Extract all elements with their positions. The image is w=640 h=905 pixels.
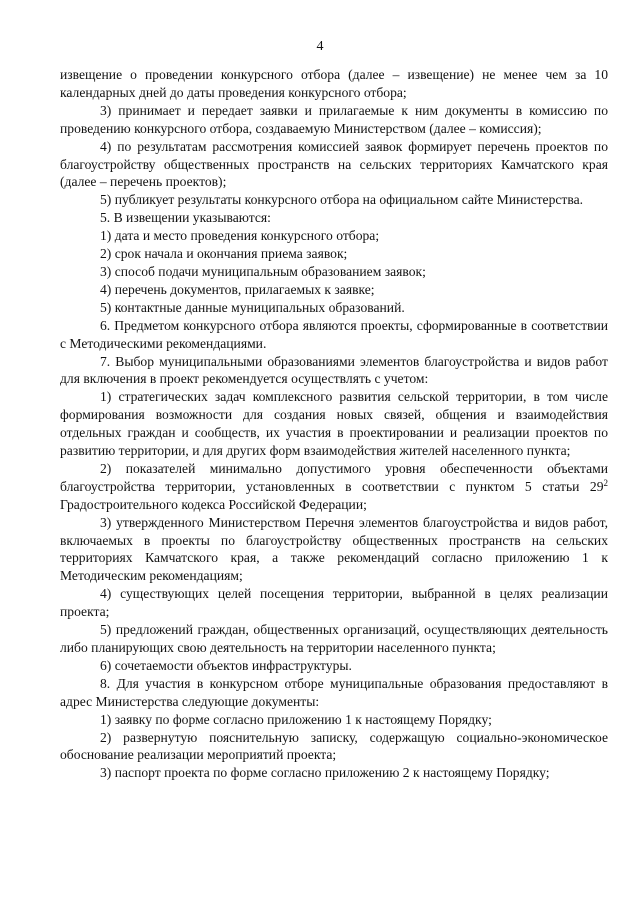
paragraph	[60, 317, 608, 353]
paragraph	[60, 263, 608, 281]
superscript: 2	[603, 477, 608, 488]
paragraph-text: 1) заявку по форме согласно приложению 1 к настоящему Порядку;	[100, 711, 492, 727]
paragraph	[60, 711, 608, 729]
paragraph-text: 4) перечень документов, прилагаемых к заявке;	[100, 281, 375, 297]
paragraph	[60, 281, 608, 299]
paragraph-text: 3) паспорт проекта по форме согласно приложению 2 к настоящему Порядку;	[100, 765, 550, 781]
paragraph-text: 3) утвержденного Министерством Перечня элементов благоустройства и видов работ, включаемых в проекты по благоустройству общественных пространств на сельских территориях Камчатского края, а также рекомендаций согласно приложению 1 к Методическим рекомендациям;	[60, 514, 608, 584]
paragraph-text: 6. Предметом конкурсного отбора являются проекты, сформированные в соответствии с Методическими рекомендациями.	[60, 317, 608, 351]
paragraph	[60, 585, 608, 621]
paragraph	[60, 138, 608, 192]
paragraph	[60, 514, 608, 586]
paragraph-text: 8. Для участия в конкурсном отборе муниципальные образования предоставляют в адрес Министерства следующие документы:	[60, 675, 608, 709]
paragraph-text: 6) сочетаемости объектов инфраструктуры.	[100, 657, 352, 673]
paragraph-text: 5) публикует результаты конкурсного отбора на официальном сайте Министерства.	[100, 192, 584, 208]
paragraph-text: 4) существующих целей посещения территории, выбранной в целях реализации проекта;	[60, 586, 608, 620]
paragraph	[60, 353, 608, 389]
paragraph	[60, 227, 608, 245]
paragraph	[60, 245, 608, 263]
paragraph	[60, 657, 608, 675]
paragraph	[60, 299, 608, 317]
paragraph-text-tail: Градостроительного кодекса Российской Федерации;	[60, 496, 367, 512]
paragraph-text: 3) принимает и передает заявки и прилагаемые к ним документы в комиссию по проведению конкурсного отбора, создаваемую Министерством (далее – комиссия);	[60, 102, 608, 136]
paragraph-text: 3) способ подачи муниципальным образованием заявок;	[100, 263, 426, 279]
paragraph	[60, 388, 608, 460]
paragraph-text: 7. Выбор муниципальными образованиями элементов благоустройства и видов работ для включения в проект рекомендуется осуществлять с учетом:	[60, 353, 608, 387]
paragraph	[60, 209, 608, 227]
paragraph	[60, 102, 608, 138]
document-body	[60, 66, 608, 782]
paragraph-text: 4) по результатам рассмотрения комиссией заявок формирует перечень проектов по благоустройству общественных пространств на сельских территориях Камчатского края (далее – перечень проектов);	[60, 138, 608, 190]
paragraph-text: 1) дата и место проведения конкурсного отбора;	[100, 228, 380, 244]
paragraph	[60, 621, 608, 657]
paragraph	[60, 191, 608, 209]
paragraph	[60, 729, 608, 765]
paragraph-text: 5) предложений граждан, общественных организаций, осуществляющих деятельность либо планирующих свою деятельность на территории населенного пункта;	[60, 622, 608, 655]
paragraph	[60, 66, 608, 102]
paragraph-text: извещение о проведении конкурсного отбора (далее – извещение) не менее чем за 10 календарных дней до даты проведения конкурсного отбора;	[60, 67, 608, 100]
paragraph-text: 5) контактные данные муниципальных образований.	[100, 299, 405, 315]
paragraph	[60, 675, 608, 711]
paragraph	[60, 764, 608, 782]
page-number: 4	[316, 39, 324, 54]
paragraph-text: 2) показателей минимально допустимого уровня обеспеченности объектами благоустройства территории, установленных в соответствии с пунктом 5 статьи 29	[60, 460, 608, 494]
paragraph-text: 2) срок начала и окончания приема заявок;	[100, 246, 348, 262]
paragraph	[60, 460, 608, 514]
paragraph-text: 1) стратегических задач комплексного развития сельской территории, в том числе формирования возможности для создания новых связей, общения и взаимодействия отдельных граждан и сообществ, их участия в проектировании и реализации проектов по развитию территории, и для других форм взаимодействия жителей населенного пункта;	[60, 389, 608, 459]
paragraph-text: 2) развернутую пояснительную записку, содержащую социально-экономическое обоснование реализации мероприятий проекта;	[60, 729, 608, 763]
paragraph-text: 5. В извещении указываются:	[100, 210, 271, 226]
